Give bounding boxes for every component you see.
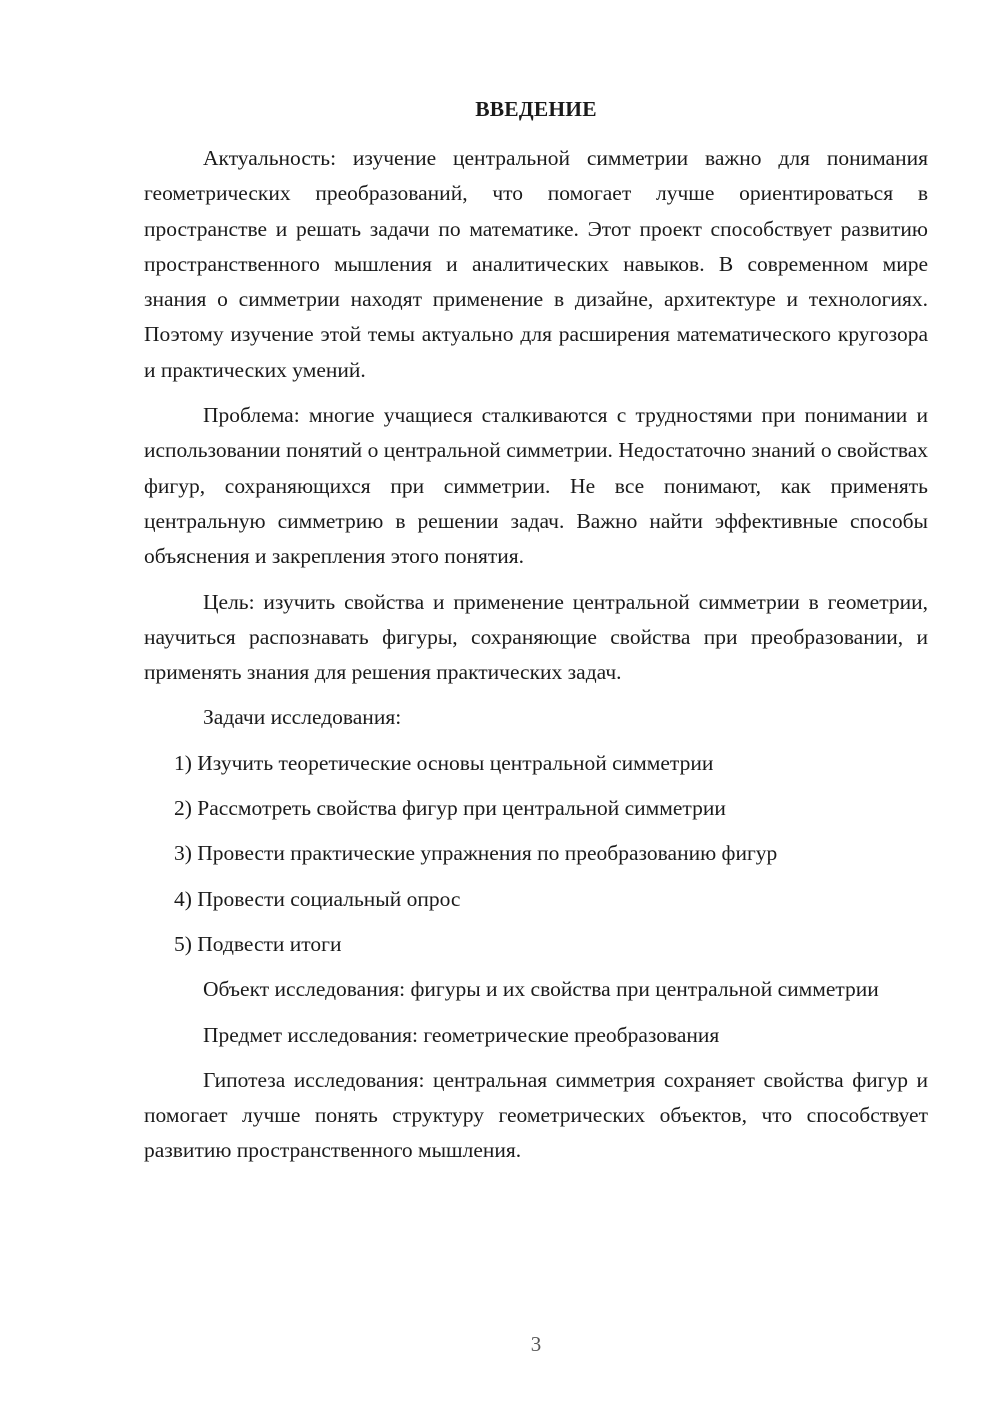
document-page bbox=[144, 92, 928, 1179]
relevance-paragraph: Актуальность: изучение центральной симметрии важно для понимания геометрических преобразований, что помогает лучше ориентироваться в пространстве и решать задачи по математике. Этот проект способствует развитию пространственного мышления и аналитических навыков. В современном мире знания о симметрии находят применение в дизайне, архитектуре и технологиях. Поэтому изучение этой темы актуально для расширения математического кругозора и практических умений. bbox=[144, 146, 928, 382]
page-title: ВВЕДЕНИЕ bbox=[475, 97, 597, 121]
tasks-heading: Задачи исследования: bbox=[203, 705, 402, 730]
list-item: 2) Рассмотреть свойства фигур при центральной симметрии bbox=[174, 796, 726, 821]
list-item: 1) Изучить теоретические основы центральной симметрии bbox=[174, 750, 714, 775]
list-item: 4) Провести социальный опрос bbox=[174, 886, 461, 911]
subject-paragraph: Предмет исследования: геометрические преобразования bbox=[203, 1022, 720, 1047]
tasks-list bbox=[144, 746, 928, 962]
object-paragraph: Объект исследования: фигуры и их свойства при центральной симметрии bbox=[203, 977, 879, 1002]
page-number: 3 bbox=[530, 1332, 542, 1356]
goal-paragraph: Цель: изучить свойства и применение центральной симметрии в геометрии, научиться распознавать фигуры, сохраняющие свойства при преобразовании, и применять знания для решения практических задач. bbox=[144, 589, 928, 685]
list-item: 3) Провести практические упражнения по преобразованию фигур bbox=[174, 841, 778, 866]
problem-paragraph: Проблема: многие учащиеся сталкиваются с трудностями при понимании и использовании понятий о центральной симметрии. Недостаточно знаний о свойствах фигур, сохраняющихся при симметрии. Не все понимают, как применять центральную симметрию в решении задач. Важно найти эффективные способы объяснения и закрепления этого понятия. bbox=[144, 403, 928, 569]
hypothesis-paragraph: Гипотеза исследования: центральная симметрия сохраняет свойства фигур и помогает лучше понять структуру геометрических объектов, что способствует развитию пространственного мышления. bbox=[144, 1067, 928, 1163]
list-item: 5) Подвести итоги bbox=[174, 931, 342, 956]
